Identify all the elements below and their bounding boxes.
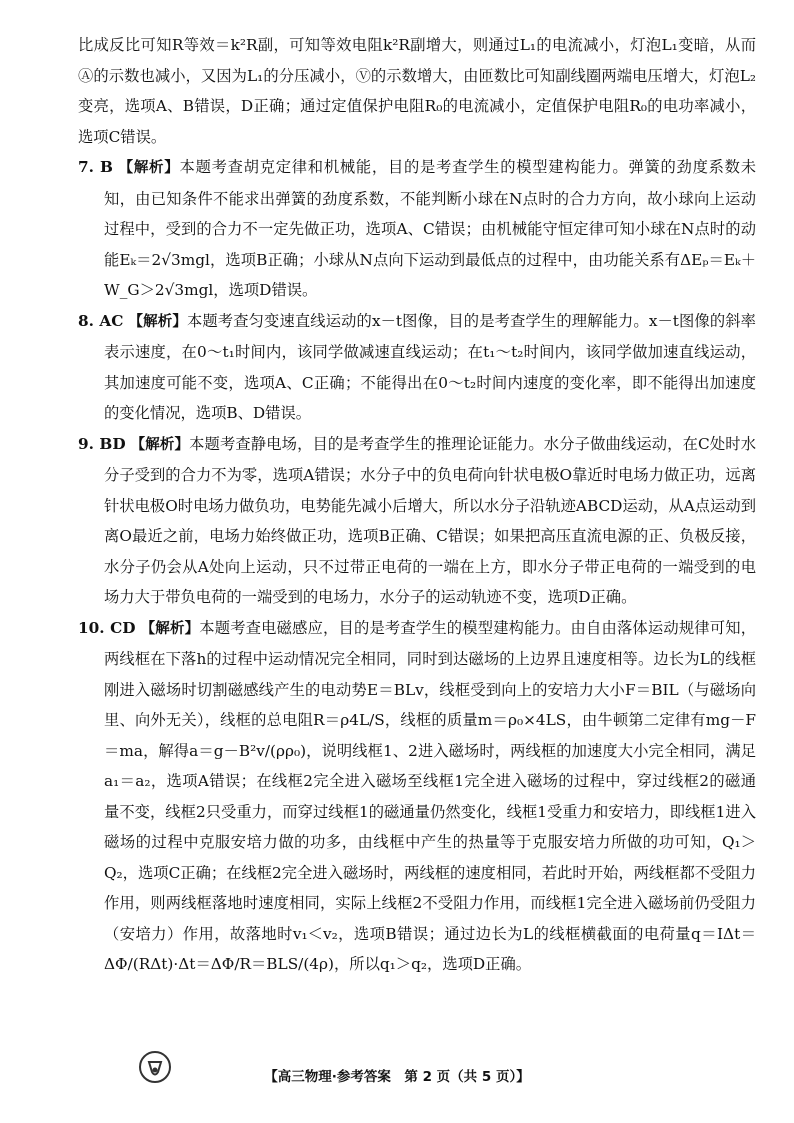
answer-10 bbox=[78, 613, 756, 980]
answer-8-number: 8. AC bbox=[78, 311, 124, 330]
answer-10-number: 10. CD bbox=[78, 618, 136, 637]
answer-7-text: 本题考查胡克定律和机械能，目的是考查学生的模型建构能力。弹簧的劲度系数未知，由已知条件不能求出弹簧的劲度系数，不能判断小球在N点时的合力方向，故小球向上运动过程中，受到的合力不一定先做正功，选项A、C错误；由机械能守恒定律可知小球在N点时的动能Eₖ＝2√3mgl，选项B正确；小球从N点向下运动到最低点的过程中，由功能关系有ΔEₚ＝Eₖ＋W_G＞2√3mgl，选项D错误。 bbox=[104, 158, 756, 299]
answer-6-text: 比成反比可知R等效＝k²R副，可知等效电阻k²R副增大，则通过L₁的电流减小，灯泡L₁变暗，从而Ⓐ的示数也减小，又因为L₁的分压减小，Ⓥ的示数增大，由匝数比可知副线圈两端电压增大，灯泡L₂变亮，选项A、B错误，D正确；通过定值保护电阻R₀的电流减小，定值保护电阻R₀的电功率减小，选项C错误。 bbox=[78, 36, 756, 146]
answer-9-number: 9. BD bbox=[78, 434, 126, 453]
answer-10-tag: 【解析】 bbox=[140, 620, 200, 637]
answer-7 bbox=[78, 152, 756, 306]
answer-7-tag: 【解析】 bbox=[118, 160, 180, 176]
answer-content bbox=[78, 30, 756, 980]
answer-9 bbox=[78, 429, 756, 613]
page-footer: 【高三物理·参考答案 第 2 页（共 5 页）】 bbox=[264, 1069, 530, 1085]
answer-8 bbox=[78, 306, 756, 429]
answer-8-tag: 【解析】 bbox=[128, 313, 187, 330]
answer-10-text: 本题考查电磁感应，目的是考查学生的模型建构能力。由自由落体运动规律可知，两线框在下落h的过程中运动情况完全相同，同时到达磁场的上边界且速度相等。边长为L的线框刚进入磁场时切割磁感线产生的电动势E＝BLv，线框受到向上的安培力大小F＝BIL（与磁场向里、向外无关），线框的总电阻R＝ρ4L/S，线框的质量m＝ρ₀×4LS，由牛顿第二定律有mg－F＝ma，解得a＝g－B²v/(ρρ₀)，说明线框1、2进入磁场时，两线框的加速度大小完全相同，满足a₁＝a₂，选项A错误；在线框2完全进入磁场至线框1完全进入磁场的过程中，穿过线框2的磁通量不变，线框2只受重力，而穿过线框1的磁通量仍然变化，线框1受重力和安培力，即线框1进入磁场的过程中克服安培力做的功多，由线框中产生的热量等于克服安培力所做的功可知，Q₁＞Q₂，选项C正确；在线框2完全进入磁场时，两线框的速度相同，若此时开始，两线框都不受阻力作用，则两线框落地时速度相同，实际上线框2不受阻力作用，而线框1完全进入磁场前仍受阻力（安培力）作用，故落地时v₁＜v₂，选项B错误；通过边长为L的线框横截面的电荷量q＝IΔt＝ΔΦ/(RΔt)·Δt＝ΔΦ/R＝BLS/(4ρ)，所以q₁＞q₂，选项D正确。 bbox=[104, 618, 756, 973]
answer-8-text: 本题考查匀变速直线运动的x－t图像，目的是考查学生的理解能力。x－t图像的斜率表示速度，在0～t₁时间内，该同学做减速直线运动；在t₁～t₂时间内，该同学做加速直线运动，其加速度可能不变，选项A、C正确；不能得出在0～t₂时间内速度的变化率，即不能得出加速度的变化情况，选项B、D错误。 bbox=[104, 311, 756, 422]
answer-7-number: 7. B bbox=[78, 158, 113, 176]
answer-6-continuation bbox=[78, 30, 756, 152]
answer-9-tag: 【解析】 bbox=[130, 436, 190, 453]
answer-9-text: 本题考查静电场，目的是考查学生的推理论证能力。水分子做曲线运动，在C处时水分子受到的合力不为零，选项A错误；水分子中的负电荷向针状电极O靠近时电场力做正功，远离针状电极O时电场力做负功，电势能先减小后增大，所以水分子沿轨迹ABCD运动，从A点运动到离O最近之前，电场力始终做正功，选项B正确、C错误；如果把高压直流电源的正、负极反接，水分子仍会从A处向上运动，只不过带正电荷的一端在上方，即水分子带正电荷的一端受到的电场力大于带负电荷的一端受到的电场力，水分子的运动轨迹不变，选项D正确。 bbox=[104, 434, 756, 606]
